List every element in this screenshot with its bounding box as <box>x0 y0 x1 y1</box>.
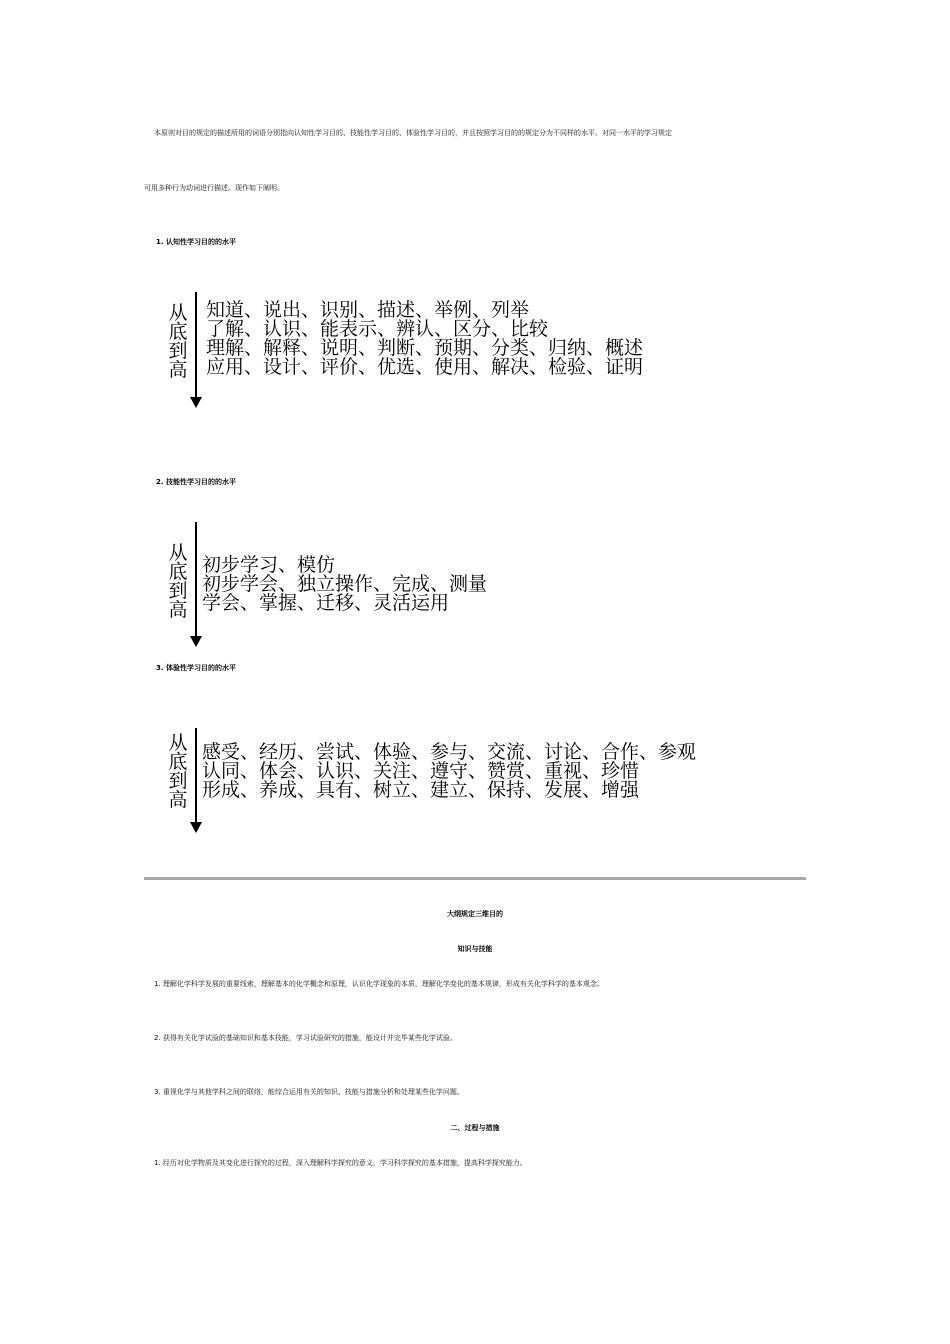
verb-row: 应用、设计、评价、优选、使用、解决、检验、证明 <box>206 356 644 378</box>
outline-item-2: 2. 获得有关化学试验的基础知识和基本技能，学习试验研究的措施，能设计并完毕某些化学试验。 <box>154 1034 457 1042</box>
section-3-heading: 3. 体验性学习目的的水平 <box>156 664 236 672</box>
arrow-down-icon <box>190 636 202 647</box>
verb-row: 初步学习、模仿 <box>202 554 336 576</box>
verb-row: 初步学会、独立操作、完成、测量 <box>202 573 488 595</box>
vertical-label: 从 底 到 高 <box>168 302 188 381</box>
section-2-heading: 2. 技能性学习目的的水平 <box>156 478 236 486</box>
outline-subtitle-process: 二、过程与措施 <box>450 1124 500 1132</box>
arrow-line <box>195 292 197 397</box>
arrow-line <box>195 728 197 822</box>
intro-line-1: 本原则对目的规定的描述所用的词语分别指向认知性学习目的、技能性学习目的、体验性学习目的，并且按照学习目的的规定分为不同样的水平。对同一水平的学习规定 <box>154 129 672 137</box>
verb-row: 学会、掌握、迁移、灵活运用 <box>202 592 450 614</box>
horizontal-rule <box>144 877 806 880</box>
outline-item-3: 3. 重视化学与其他学科之间的联络，能综合运用有关的知识、技能与措施分析和处理某些化学问题。 <box>154 1088 464 1096</box>
verb-rows <box>202 743 696 800</box>
verb-row: 感受、经历、尝试、体验、参与、交流、讨论、合作、参观 <box>202 741 697 763</box>
verb-row: 认同、体会、认识、关注、遵守、赞赏、重视、珍惜 <box>202 760 640 782</box>
verb-row: 理解、解释、说明、判断、预期、分类、归纳、概述 <box>206 337 644 359</box>
vertical-label: 从 底 到 高 <box>168 732 188 811</box>
outline-title: 大纲规定三维目的 <box>447 910 503 918</box>
arrow-line <box>195 522 197 636</box>
section-1-heading: 1. 认知性学习目的的水平 <box>156 238 236 246</box>
arrow-down-icon <box>190 822 202 833</box>
verb-rows <box>206 301 643 377</box>
verb-row: 形成、养成、具有、树立、建立、保持、发展、增强 <box>202 779 640 801</box>
outline-process-item-1: 1. 经历对化学物质及其变化进行探究的过程，深入理解科学探究的意义，学习科学探究的基本措施，提高科学探究能力。 <box>154 1159 527 1167</box>
verb-row: 知道、说出、识别、描述、举例、列举 <box>206 299 530 321</box>
verb-row: 了解、认识、能表示、辨认、区分、比较 <box>206 318 549 340</box>
outline-subtitle-knowledge: 知识与技能 <box>457 945 493 953</box>
intro-line-2: 可用多种行为动词进行描述。现作如下阐明。 <box>144 184 284 192</box>
vertical-label: 从 底 到 高 <box>168 542 188 621</box>
outline-item-1: 1. 理解化学科学发展的重要线索，理解基本的化学概念和原理，认识化学现象的本质，理解化学变化的基本规律，形成有关化学科学的基本观念。 <box>154 980 604 988</box>
arrow-down-icon <box>190 397 202 408</box>
verb-rows <box>202 556 487 613</box>
